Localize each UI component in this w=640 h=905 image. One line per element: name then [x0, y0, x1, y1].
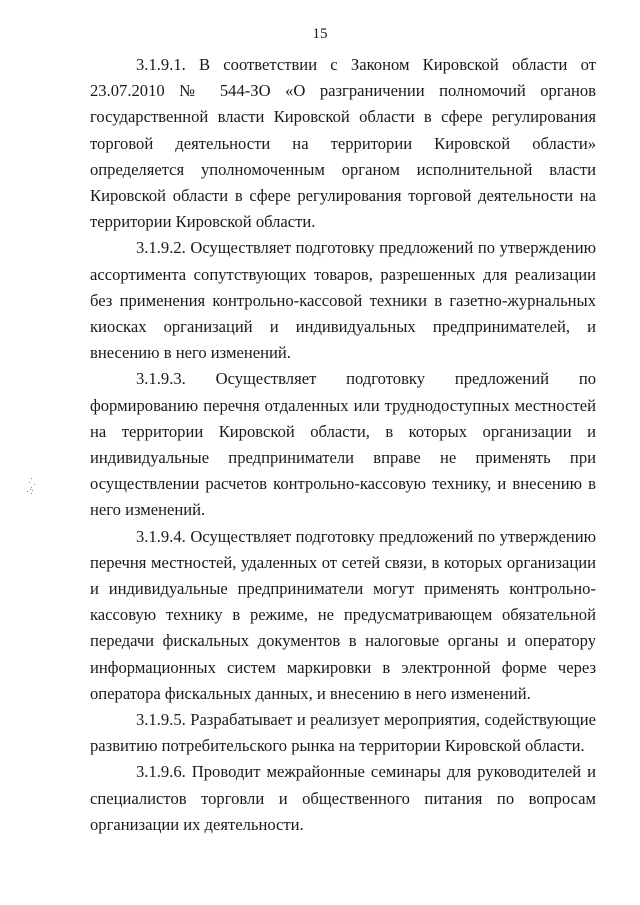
paragraph-3-1-9-2: 3.1.9.2. Осуществляет подготовку предложений по утверждению ассортимента сопутствующих товаров, разрешенных для реализации без применения контрольно-кассовой техники в газетно-журнальных киосках организаций и индивидуальных предпринимателей, и внесению в него изменений.: [90, 238, 596, 363]
scan-artifact: [26, 478, 38, 496]
paragraph-3-1-9-1: 3.1.9.1. В соответствии с Законом Кировской области от 23.07.2010 № 544-ЗО «О разграничении полномочий органов государственной власти Кировской области в сфере регулирования торговой деятельности на территории Кировской области» определяется уполномоченным органом исполнительной власти Кировской области в сфере регулирования торговой деятельности на территории Кировской области.: [90, 55, 596, 232]
paragraph-3-1-9-3: 3.1.9.3. Осуществляет подготовку предложений по формированию перечня отдаленных или труднодоступных местностей на территории Кировской области, в которых организации и индивидуальные предприниматели вправе не применять при осуществлении расчетов контрольно-кассовую технику, и внесению в него изменений.: [90, 369, 596, 520]
paragraph-3-1-9-4: 3.1.9.4. Осуществляет подготовку предложений по утверждению перечня местностей, удаленных от сетей связи, в которых организации и индивидуальные предприниматели могут применять контрольно-кассовую технику в режиме, не предусматривающем обязательной передачи фискальных документов в налоговые органы и оператору информационных систем маркировки в электронной форме через оператора фискальных данных, и внесению в него изменений.: [90, 526, 596, 703]
paragraph-3-1-9-6: 3.1.9.6. Проводит межрайонные семинары для руководителей и специалистов торговли и общественного питания по вопросам организации их деятельности.: [90, 762, 596, 834]
paragraph-3-1-9-5: 3.1.9.5. Разрабатывает и реализует мероприятия, содействующие развитию потребительского рынка на территории Кировской области.: [90, 710, 596, 756]
page-number: 15: [312, 26, 328, 42]
document-body: [90, 52, 596, 838]
